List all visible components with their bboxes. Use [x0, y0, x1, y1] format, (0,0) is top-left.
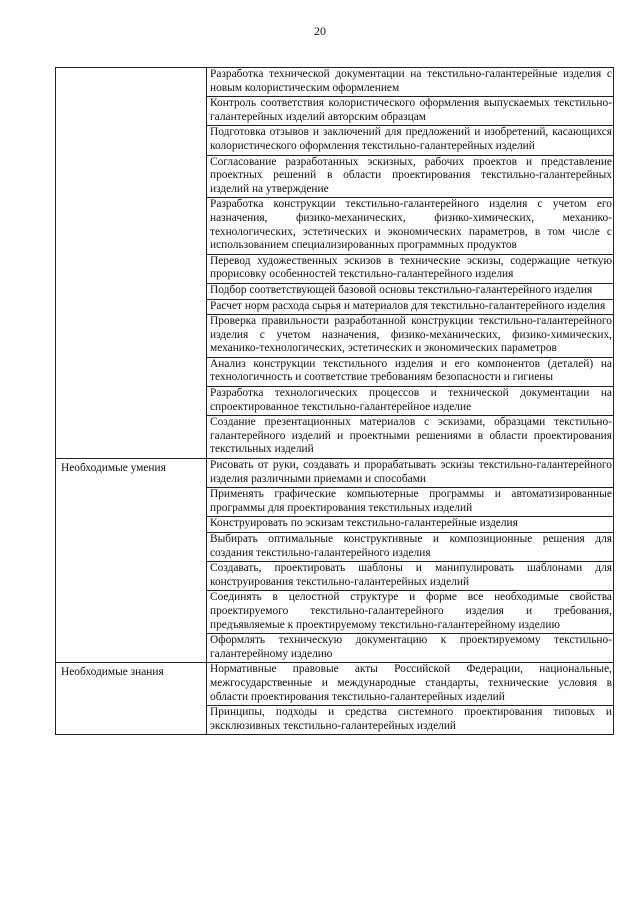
requirement-text: Создавать, проектировать шаблоны и манипулировать шаблонами для конструирования текстильно-галантерейных изделий: [210, 562, 612, 588]
table-row: [56, 663, 614, 706]
requirement-text: Рисовать от руки, создавать и прорабатывать эскизы текстильно-галантерейного изделия различными приемами и способами: [210, 459, 612, 485]
table-row: [56, 68, 614, 97]
requirements-table: [55, 67, 614, 735]
table-body: [56, 68, 614, 735]
requirement-text: Подготовка отзывов и заключений для предложений и изобретений, касающихся колористического оформления текстильно-галантерейных изделий: [210, 126, 612, 152]
requirement-text: Принципы, подходы и средства системного проектирования типовых и эксклюзивных текстильно-галантерейных изделий: [210, 706, 612, 732]
requirement-item: [207, 562, 614, 591]
requirement-text: Анализ конструкции текстильного изделия и его компонентов (деталей) на технологичность и соответствие требованиям безопасности и гигиены: [210, 357, 612, 384]
requirement-text: Оформлять техническую документацию к проектируемому текстильно-галантерейному изделию: [210, 634, 612, 660]
section-label: Необходимые умения: [56, 459, 207, 663]
requirement-text: Создание презентационных материалов с эскизами, образцами текстильно-галантерейного изделий и проектными решениями в области проектирования текстильных изделий: [210, 416, 612, 456]
requirement-text: Нормативные правовые акты Российской Федерации, национальные, межгосударственные и международные стандарты, технические условия в области проектирования текстильно-галантерейных изделий: [210, 663, 612, 703]
requirement-text: Контроль соответствия колористического оформления выпускаемых текстильно-галантерейных изделий авторским образцам: [210, 97, 612, 123]
requirement-text: Конструировать по эскизам текстильно-галантерейные изделия: [210, 517, 518, 530]
requirement-item: [207, 315, 614, 358]
requirement-item: [207, 591, 614, 634]
requirement-text: Перевод художественных эскизов в технические эскизы, содержащие четкую прорисовку особенностей текстильно-галантерейного изделия: [210, 254, 612, 281]
requirement-item: [207, 634, 614, 663]
requirement-item: [207, 155, 614, 198]
requirement-item: [207, 663, 614, 706]
requirement-text: Проверка правильности разработанной конструкции текстильно-галантерейного изделия с учетом назначения, физико-механических, физико-химических, механико-технологических, эстетических и экономических параметров: [210, 315, 612, 355]
requirement-text: Разработка технической документации на текстильно-галантерейные изделия с новым колористическим оформлением: [210, 68, 612, 94]
requirement-text: Подбор соответствующей базовой основы текстильно-галантерейного изделия: [210, 283, 593, 296]
requirement-item: [207, 97, 614, 126]
requirement-item: [207, 198, 614, 254]
requirement-text: Разработка конструкции текстильно-галантерейного изделия с учетом его назначения, физико-механических, физико-химических, механико-технологических, эстетических и экономических параметров, в том числе с использованием специализированных программных продуктов: [210, 198, 612, 252]
table-row: [56, 459, 614, 488]
requirement-text: Согласование разработанных эскизных, рабочих проектов и представление проектных решений в области проектирования текстильно-галантерейных изделий на утверждение: [210, 155, 612, 195]
requirement-text: Выбирать оптимальные конструктивные и композиционные решения для создания текстильно-галантерейного изделия: [210, 533, 612, 559]
section-label: Необходимые знания: [56, 663, 207, 735]
requirement-text: Расчет норм расхода сырья и материалов для текстильно-галантерейного изделия: [210, 299, 606, 312]
requirement-item: [207, 459, 614, 488]
requirement-item: [207, 488, 614, 517]
section-label: [56, 68, 207, 459]
requirement-item: [207, 126, 614, 155]
requirement-item: [207, 357, 614, 386]
requirement-item: [207, 533, 614, 562]
requirement-text: Разработка технологических процессов и технической документации на спроектированное текстильно-галантерейное изделие: [210, 387, 612, 413]
requirement-item: [207, 517, 614, 533]
requirement-text: Соединять в целостной структуре и форме все необходимые свойства проектируемого текстильно-галантерейного изделия и требования, предъявляемые к проектируемому текстильно-галантерейному изделию: [210, 591, 612, 631]
requirement-item: [207, 68, 614, 97]
requirement-text: Применять графические компьютерные программы и автоматизированные программы для проектирования текстильных изделий: [210, 488, 612, 514]
requirement-item: [207, 416, 614, 459]
page-number: 20: [314, 24, 326, 38]
requirement-item: [207, 706, 614, 735]
requirement-item: [207, 283, 614, 299]
requirement-item: [207, 254, 614, 283]
requirement-item: [207, 387, 614, 416]
requirement-item: [207, 299, 614, 315]
